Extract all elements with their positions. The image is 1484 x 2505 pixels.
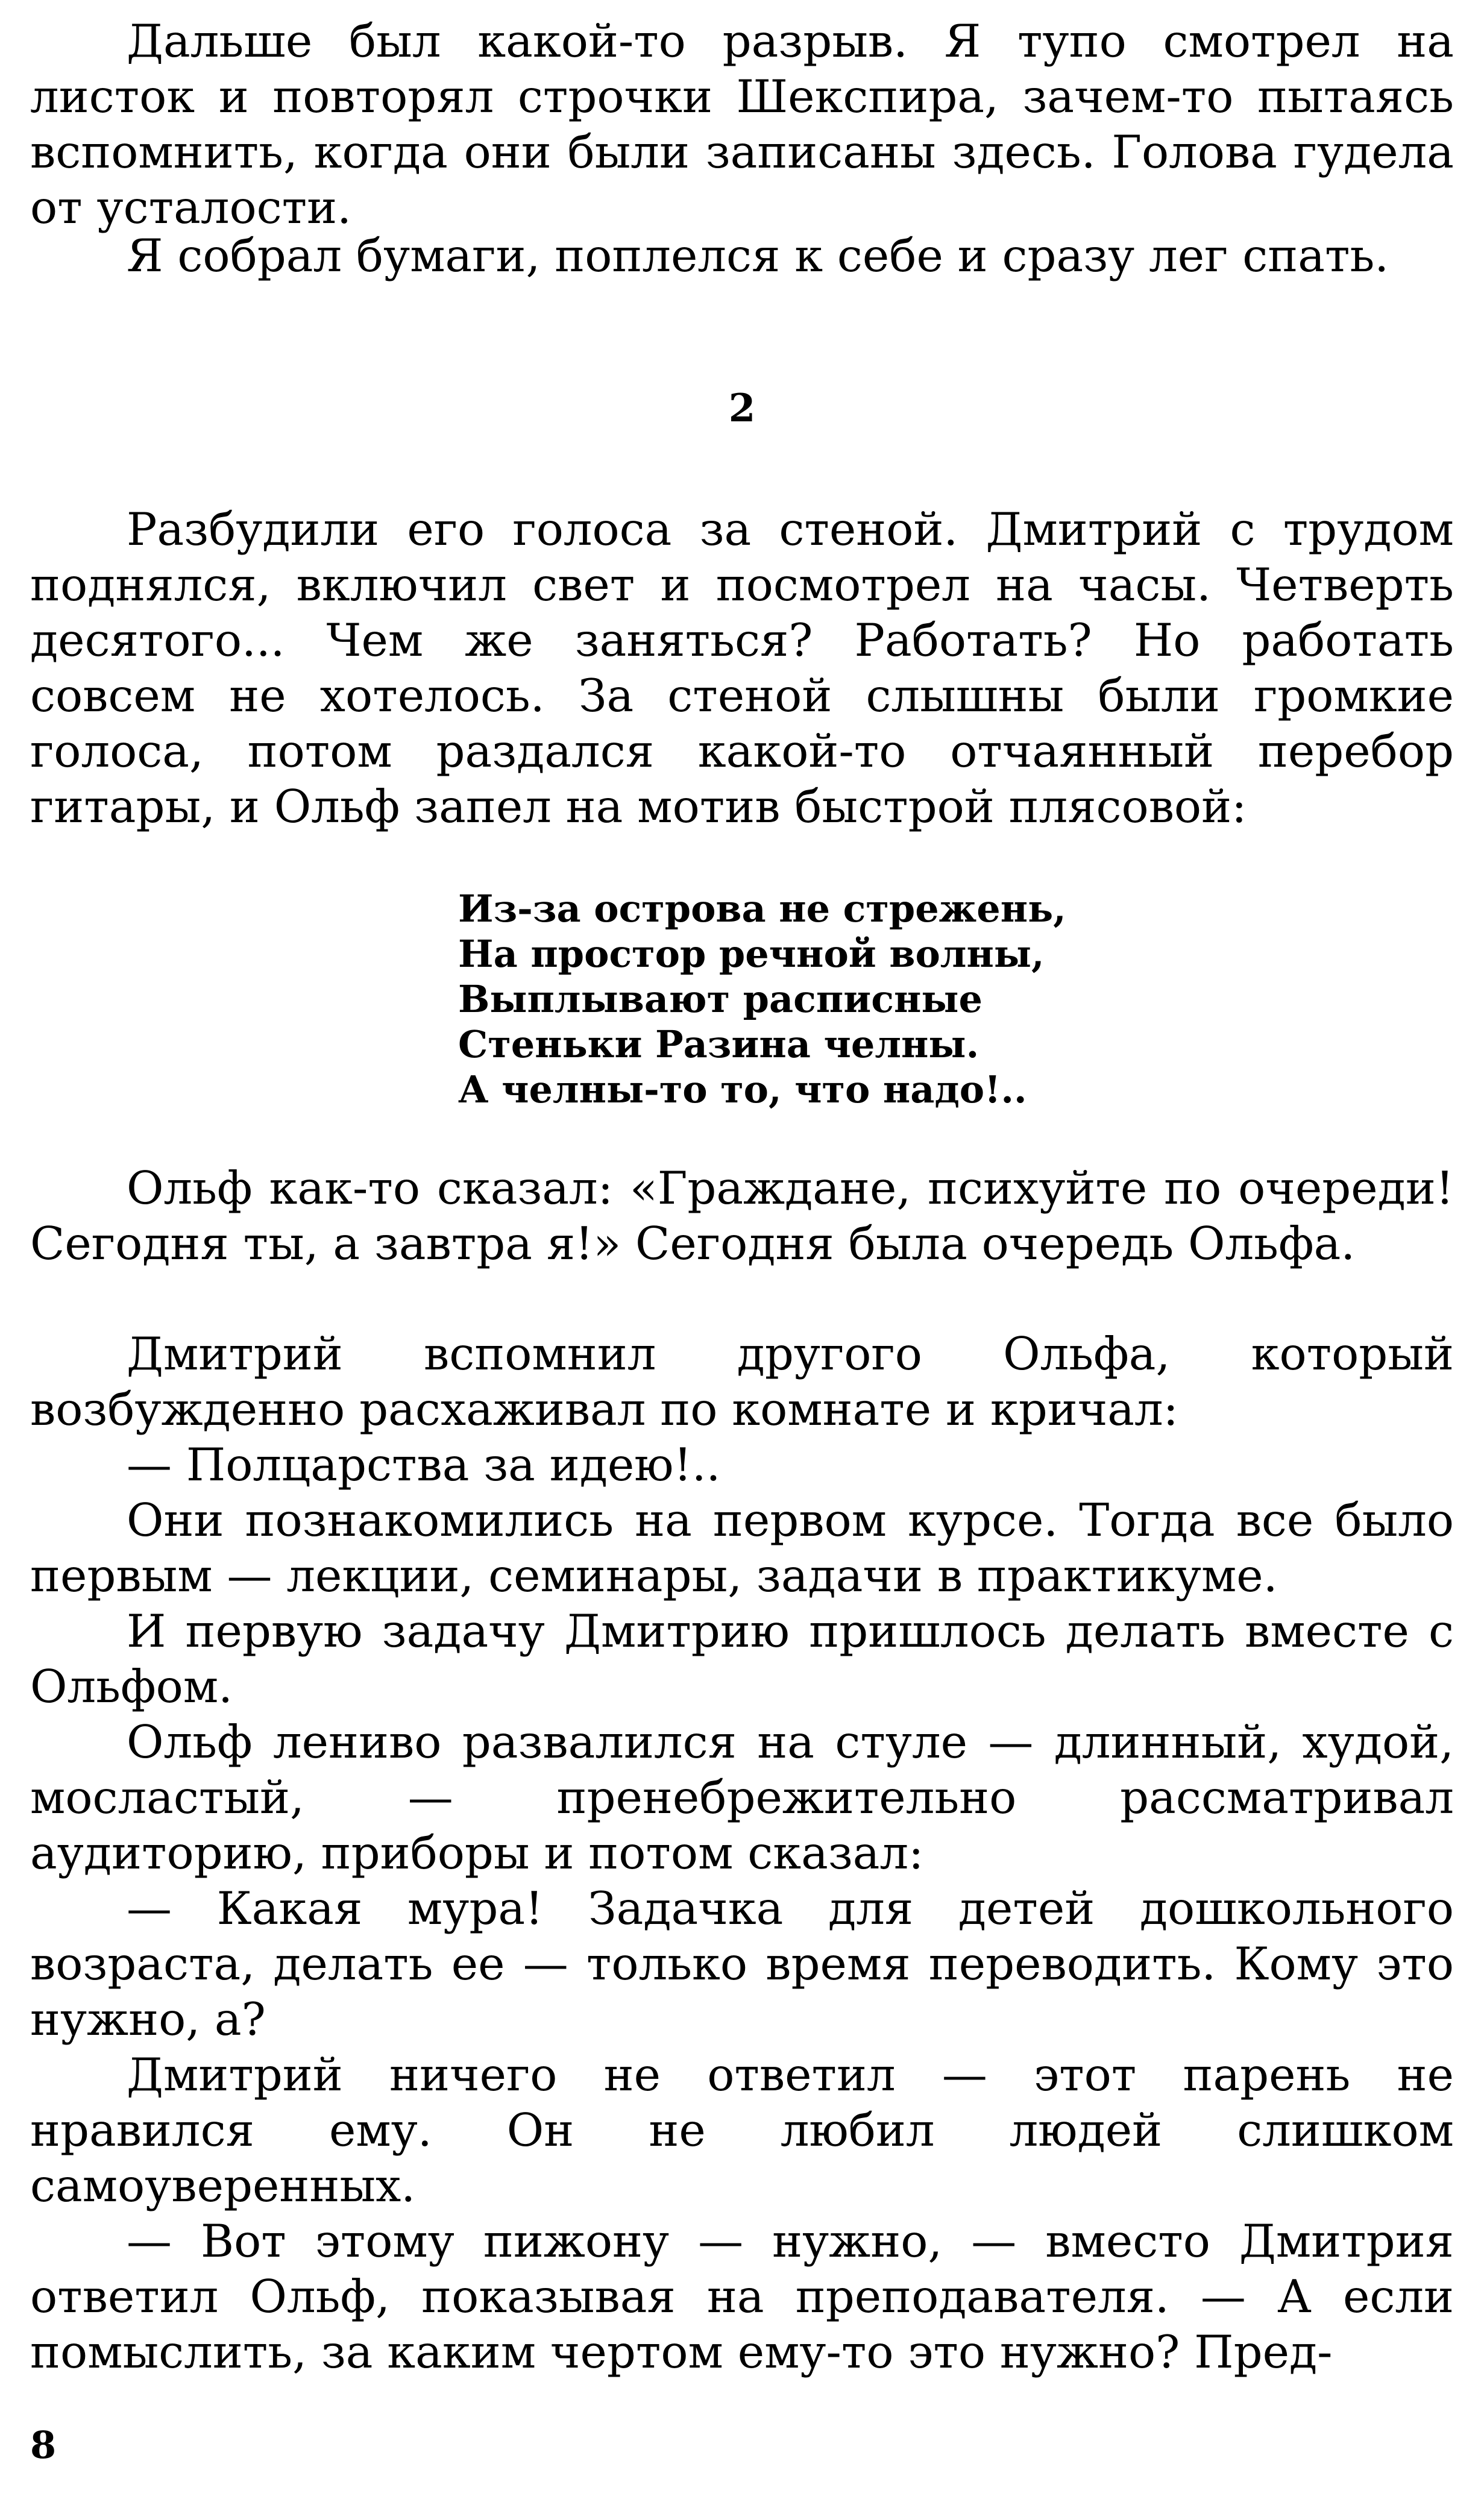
paragraph-this-dandy: — Вот этому пижону — нужно, — вместо Дмитрия ответил Ольф, показывая на преподавателя. — А если помыслить, за каким чертом ему-то это нужно? Пред- bbox=[30, 2214, 1454, 2378]
paragraph-dmitry-silent: Дмитрий ничего не ответил — этот парень не нравился ему. Он не любил людей слишком самоуверенных. bbox=[30, 2048, 1454, 2212]
page-number: 8 bbox=[30, 2423, 57, 2467]
paragraph-olf-lazily: Ольф лениво развалился на стуле — длинный, худой, мосластый, — пренебрежительно рассматривал аудиторию, приборы и потом сказал: bbox=[30, 1715, 1454, 1879]
paragraph-broken-thought: Дальше был какой-то разрыв. Я тупо смотрел на листок и повторял строчки Шекспира, зачем-то пытаясь вспомнить, когда они были записаны здесь. Голова гудела от усталости. bbox=[30, 14, 1454, 234]
paragraph-first-task: И первую задачу Дмитрию пришлось делать вместе с Ольфом. bbox=[30, 1605, 1454, 1713]
paragraph-first-year: Они познакомились на первом курсе. Тогда все было первым — лекции, семинары, задачи в практикуме. bbox=[30, 1494, 1454, 1602]
paragraph-went-to-sleep: Я собрал бумаги, поплелся к себе и сразу лег спать. bbox=[127, 229, 1389, 282]
paragraph-woke-up: Разбудили его голоса за стеной. Дмитрий с трудом поднялся, включил свет и посмотрел на часы. Четверть десятого... Чем же заняться? Работать? Но работать совсем не хотелось. За стеной слышны были громкие голоса, потом раздался какой-то отчаянный перебор гитары, и Ольф запел на мотив быстрой плясовой: bbox=[30, 503, 1454, 833]
section-number: 2 bbox=[728, 386, 756, 431]
verse-line: Стеньки Разина челны. bbox=[458, 1022, 979, 1066]
paragraph-kingdom-for-idea: — Полцарства за идею!.. bbox=[127, 1438, 721, 1491]
verse-line: На простор речной волны, bbox=[458, 932, 1045, 976]
paragraph-other-olf: Дмитрий вспомнил другого Ольфа, который возбужденно расхаживал по комнате и кричал: bbox=[30, 1327, 1454, 1436]
book-page bbox=[30, 0, 1454, 2505]
paragraph-what-nonsense: — Какая мура! Задачка для детей дошкольного возраста, делать ее — только время переводить. Кому это нужно, а? bbox=[30, 1882, 1454, 2046]
paragraph-olf-said: Ольф как-то сказал: «Граждане, психуйте по очереди! Сегодня ты, а завтра я!» Сегодня была очередь Ольфа. bbox=[30, 1161, 1454, 1270]
verse-line: А челны-то то, что надо!.. bbox=[458, 1067, 1027, 1111]
verse-line: Выплывают расписные bbox=[458, 977, 983, 1021]
verse-line: Из-за острова не стрежень, bbox=[458, 887, 1066, 931]
song-verse bbox=[458, 886, 1066, 1112]
